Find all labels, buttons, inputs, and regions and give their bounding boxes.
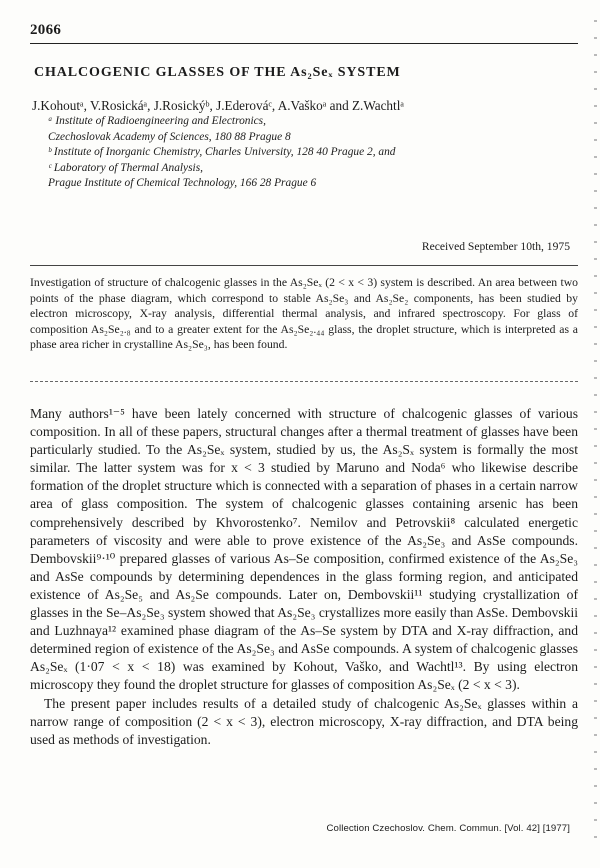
journal-citation: Collection Czechoslov. Chem. Commun. [Vol. 42] [1977]	[326, 823, 570, 834]
abstract: Investigation of structure of chalcogenic glasses in the As₂Seₓ (2 < x < 3) system is described. An area between two points of the phase diagram, which correspond to stable As₂Se₃ and As₂Se₂ components, has been studied by electron microscopy, X-ray analysis, differential thermal analysis, and infrared spectroscopy. For glass of composition As₂Se₂.₈ and to a greater extent for the As₂Se₂.₄₄ glass, the droplet structure, which is interpreted as a phase area richer in crystalline As₂Se₃, has been found.	[30, 276, 578, 352]
header-rule	[30, 43, 578, 44]
abstract-top-rule	[30, 265, 578, 266]
affiliation-line: ᵃ Institute of Radioengineering and Electronics,	[48, 115, 266, 127]
page-number: 2066	[30, 22, 62, 38]
abstract-bottom-rule	[30, 381, 578, 382]
affiliation-line: ᶜ Laboratory of Thermal Analysis,	[48, 161, 203, 174]
scan-edge-marks	[594, 20, 597, 840]
affiliation-line: ᵇ Institute of Inorganic Chemistry, Charles University, 128 40 Prague 2, and	[48, 146, 396, 159]
affiliations	[48, 114, 396, 192]
body-paragraph: The present paper includes results of a detailed study of chalcogenic As₂Seₓ glasses within a narrow range of composition (2 < x < 3), electron microscopy, X-ray diffraction, and DTA being used as methods of investigation.	[30, 695, 578, 747]
affiliation-line: Czechoslovak Academy of Sciences, 180 88 Prague 8	[48, 130, 291, 143]
article-title: CHALCOGENIC GLASSES OF THE As₂Seₓ SYSTEM	[34, 65, 401, 80]
author-list: J.Kohoutᵃ, V.Rosickáᵃ, J.Rosickýᵇ, J.Ederováᶜ, A.Vaškoᵃ and Z.Wachtlᵃ	[32, 98, 404, 113]
body-text	[30, 405, 578, 749]
body-paragraph: Many authors¹⁻⁵ have been lately concerned with structure of chalcogenic glasses of various composition. In all of these papers, structural changes after a thermal treatment of glasses have been particularly studied. To the As₂Seₓ system, studied by us, the As₂Sₓ system is formally the most similar. The latter system was for x < 3 studied by Maruno and Noda⁶ who likewise describe formation of the droplet structure which is connected with a separation of phases in a certain narrow area of glass composition. The system of chalcogenic glasses containing arsenic has been comprehensively described by Khvorostenko⁷. Nemilov and Petrovskii⁸ calculated energetic parameters of viscosity and were able to prove existence of the As₂Se₃ and AsSe compounds. Dembovskii⁹·¹⁰ prepared glasses of various As–Se composition, confirmed existence of the As₂Se₃ and AsSe compounds by determining dependences in the glass forming region, and anticipated existence of As₂Se₅ and As₂Se compounds. Later on, Dembovskii¹¹ studying crystallization of glasses in the Se–As₂Se₃ system showed that As₂Se₃ crystallizes more easily than AsSe. Dembovskii and Luzhnaya¹² examined phase diagram of the As–Se system by DTA and X-ray diffraction, and determined region of existence of the As₂Se₃ and AsSe compounds. A system of chalcogenic glasses As₂Seₓ (1·07 < x < 18) was examined by Kohout, Vaško, and Wachtl¹³. By using electron microscopy they found the droplet structure for glasses of composition As₂Seₓ (2 < x < 3).	[30, 406, 578, 693]
affiliation-line: Prague Institute of Chemical Technology, 166 28 Prague 6	[48, 177, 317, 190]
received-date: Received September 10th, 1975	[421, 240, 570, 253]
